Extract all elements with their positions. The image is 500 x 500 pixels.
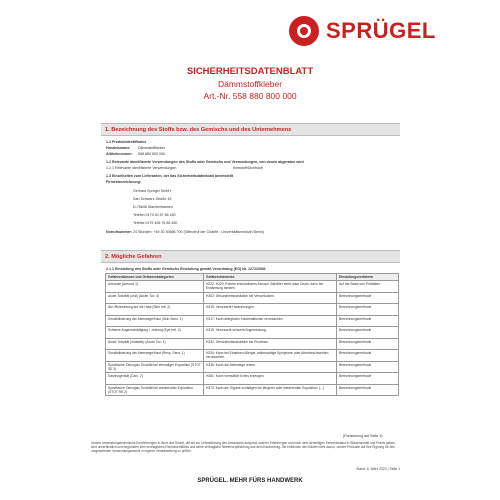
table-row (106, 315, 399, 327)
table-cell: Ätz-/Reizwirkung auf die Haut (Skin Irrit. 2) (106, 304, 204, 316)
table-cell: Schwere Augenschädigung / -reizung (Eye Irrit. 2) (106, 327, 204, 339)
section-1-2-title: 1.2 Relevante identifizierte Verwendungen des Stoffs oder Gemischs und Verwendungen, von denen abgeraten wird (106, 160, 304, 164)
column-header: Einstufungsverfahren (337, 274, 399, 281)
table-cell: Sensibilisierung der Atemwege/Haut (Skin Sens. 1) (106, 315, 204, 327)
table-header-row (106, 274, 399, 281)
table-row (106, 292, 399, 304)
footer-slogan: SPRÜGEL. MEHR FÜRS HANDWERK (197, 478, 303, 484)
table-cell: Berechnungsmethode (337, 361, 399, 373)
table-cell: H302: Gesundheitsschädlich bei Verschlucken. (204, 292, 337, 304)
table-cell: H317: Kann allergische Hautreaktionen verursachen. (204, 315, 337, 327)
address-line: Karl-Schwarz-Straße 19 (133, 197, 172, 201)
table-cell: H334: Kann bei Einatmen Allergie, asthmaartige Symptome oder Atembeschwerden verursachen. (204, 350, 337, 362)
table-row (106, 338, 399, 350)
address-line: D-76646 Stachenhausen (133, 205, 173, 209)
address-line: Telefax 0179 408 76 86 450 (133, 221, 178, 225)
address-line: Telefon 0179 40 87 86 450 (133, 213, 176, 217)
table-cell: H373: Kann die Organe schädigen bei längerer oder wiederholter Exposition. (...) (204, 384, 337, 396)
table-cell: Berechnungsmethode (337, 350, 399, 362)
brand-name: SPRÜGEL (326, 18, 436, 43)
table-cell: H332: Gesundheitsschädlich bei Einatmen. (204, 338, 337, 350)
table-row (106, 304, 399, 316)
product-name: Dämmstoffkleber (217, 79, 283, 89)
table-row (106, 384, 399, 396)
article-number: Art.-Nr. 558 880 800 000 (203, 91, 297, 101)
table-cell: H335: Kann die Atemwege reizen. (204, 361, 337, 373)
table-cell: Berechnungsmethode (337, 338, 399, 350)
column-header: Gefahrenklassen und Gefahrenkategorien (106, 274, 204, 281)
table-cell: Berechnungsmethode (337, 304, 399, 316)
table-cell: Berechnungsmethode (337, 292, 399, 304)
artikelnummer-value: 558 880 800 000 (138, 152, 165, 156)
hazard-table (105, 273, 399, 396)
column-header: Gefahrenhinweise (204, 274, 337, 281)
title-block (0, 66, 500, 101)
section-2-heading: 2. Mögliche Gefahren (101, 250, 400, 263)
table-row (106, 327, 399, 339)
table-cell: Akute Toxizität (inhalativ) (Acute Tox. 4) (106, 338, 204, 350)
section-1-heading: 1. Bezeichnung des Stoffs bzw. des Gemischs und des Unternehmens (101, 123, 400, 136)
handelsname-value: Dämmstoffkleber (138, 146, 166, 150)
section-1-2-1-value: Klebstoff/Dichtstoff (233, 166, 263, 170)
notruf-value: 24 Stunden: +49 30 30686 700 (Giftnotruf der Charité - Universitätsmedizin Berlin) (133, 230, 264, 234)
brand-logo (289, 16, 436, 46)
section-1-1-title: 1.1 Produktidentifikator (106, 140, 147, 144)
section-2-1-title: 2.1.1 Einstufung des Stoffs oder Gemischs Einstufung gemäß Verordnung (EG) Nr. 1272/2008: (106, 267, 267, 271)
table-cell: Berechnungsmethode (337, 373, 399, 385)
handelsname-label: Handelsname: (106, 146, 131, 150)
table-cell: Spezifische Zielorgan-Toxizität bei wiederholter Exposition (STOT RE 2) (106, 384, 204, 396)
table-cell: H319: Verursacht schwere Augenreizung. (204, 327, 337, 339)
document-title: SICHERHEITSDATENBLATT (186, 66, 314, 77)
table-cell: Berechnungsmethode (337, 327, 399, 339)
table-cell: H315: Verursacht Hautreizungen. (204, 304, 337, 316)
table-row (106, 281, 399, 293)
table-cell: Auf der Basis von Prüfdaten (337, 281, 399, 293)
table-cell: Berechnungsmethode (337, 384, 399, 396)
section-1-2-1-label: 1.2.1 Relevante identifizierte Verwendungen (106, 166, 177, 170)
artikelnummer-label: Artikelnummer: (106, 152, 133, 156)
address-line: Gerhard Sprügel GmbH (133, 189, 171, 193)
logo-mark-icon (289, 16, 319, 46)
table-cell: Aerosole (Aerosol 1) (106, 281, 204, 293)
table-cell: Karzinogenität (Carc. 2) (106, 373, 204, 385)
table-cell: Spezifische Zielorgan-Toxizität bei einmaliger Exposition (STOT SE 3) (106, 361, 204, 373)
table-cell: Berechnungsmethode (337, 315, 399, 327)
table-cell: H351: Kann vermutlich Krebs erzeugen. (204, 373, 337, 385)
notruf-label: Notrufnummer: (106, 230, 133, 234)
table-cell: H222, H229: Extrem entzündbares Aerosol. Behälter steht unter Druck: kann bei Erwärmung bersten. (204, 281, 337, 293)
table-cell: Sensibilisierung der Atemwege/Haut (Resp. Sens. 1) (106, 350, 204, 362)
table-row (106, 361, 399, 373)
firm-label: Firmenbezeichnung: (106, 180, 142, 184)
table-row (106, 350, 399, 362)
footer-date: Stand: 6. März 2023 | Seite 1 (356, 467, 400, 471)
section-1-3-title: 1.3 Einzelheiten zum Lieferanten, der das Sicherheitsdatenblatt bereitstellt (106, 174, 234, 178)
table-cell: Akute Toxizität (oral) (Acute Tox. 4) (106, 292, 204, 304)
continuation-note: (Fortsetzung auf Seite 3) (343, 434, 383, 438)
footer-disclaimer: Unsere anwendungstechnische Empfehlungen in Wort und Schrift, die wir zur Unterstützung des Anwenders aufgrund unserer Erfahrungen und nach dem derzeitigen Kenntnisstand in Wissenschaft und Praxis geben, sind unverbindlich und begründen kein vertragliches Rechtsverhältnis und keine vertragliche Nebenverpflichtung aus dem Kaufvertrag. Sie entbinden den Käufer nicht davon, unsere Produkte auf ihre Eignung für den vorgesehenen Verwendungszweck in eigener Verantwortung zu prüfen. (91, 441, 396, 454)
table-row (106, 373, 399, 385)
